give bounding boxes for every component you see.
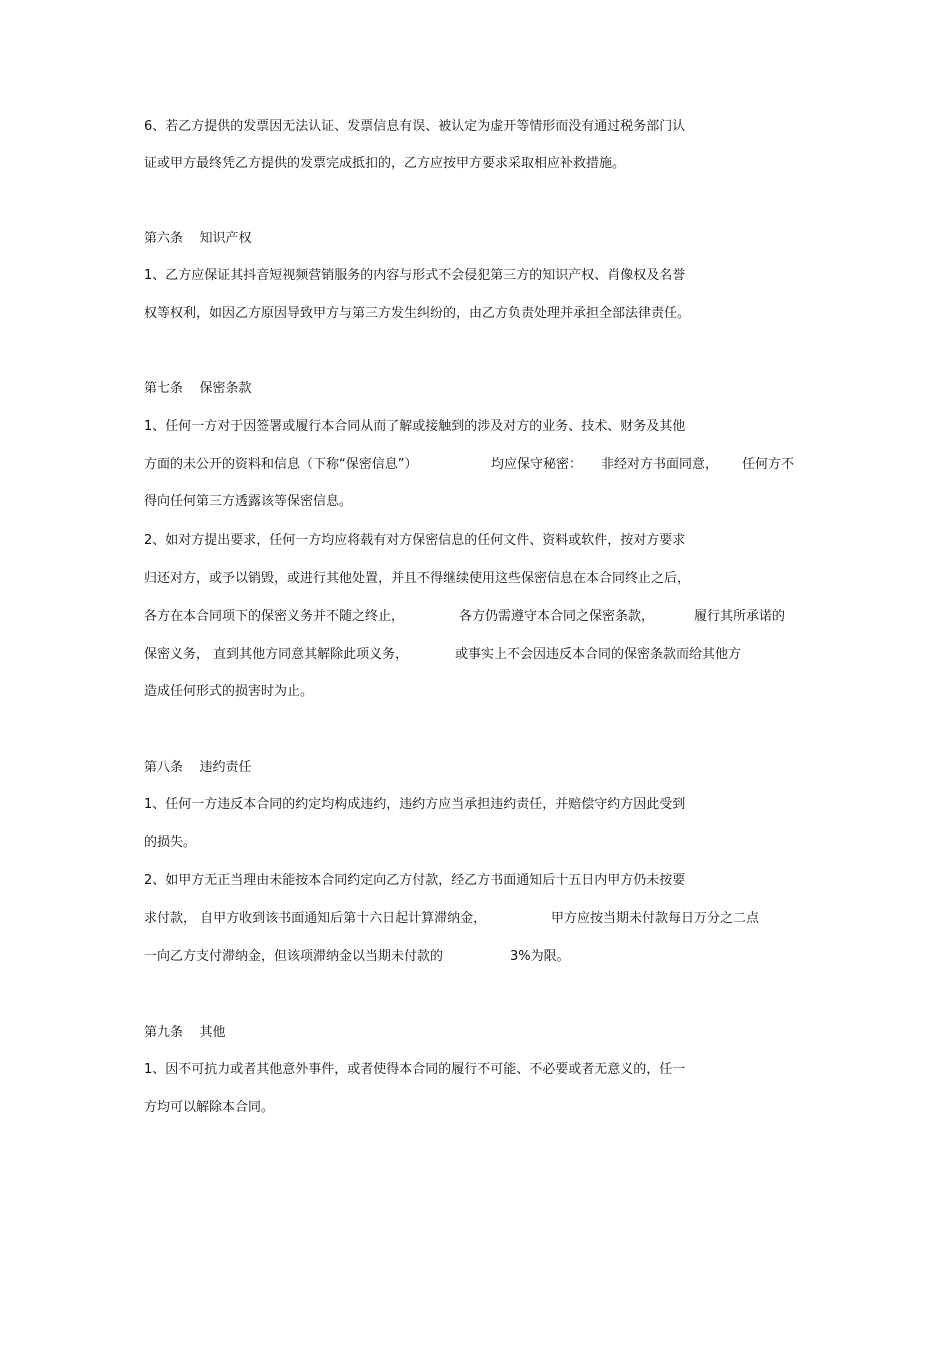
text-segment: 或事实上不会因违反本合同的保密条款而给其他方: [455, 647, 742, 662]
heading-text: 第八条 违约责任: [144, 760, 252, 775]
text-segment: 造成任何形式的损害时为止。: [144, 684, 314, 699]
text-segment: 证或甲方最终凭乙方提供的发票完成抵扣的，乙方应按甲方要求采取相应补救措施。: [144, 156, 626, 171]
paragraph-line-breach-5: [144, 949, 570, 1013]
text-segment: 方均可以解除本合同。: [144, 1100, 275, 1115]
paragraph-line-other-2: [144, 1100, 275, 1148]
heading-text: 第七条 保密条款: [144, 381, 252, 396]
text-segment: 1、乙方应保证其抖音短视频营销服务的内容与形式不会侵犯第三方的知识产权、肖像权及名誉: [144, 268, 686, 283]
paragraph-line-invoice-remedy-2: [144, 156, 626, 204]
text-segment: 均应保守秘密：: [491, 457, 583, 472]
text-segment: 一向乙方支付滞纳金，但该项滞纳金以当期未付款的: [144, 949, 444, 964]
text-segment: 1、任何一方对于因签署或履行本合同从而了解或接触到的涉及对方的业务、技术、财务及其他: [144, 419, 686, 434]
text-segment: 2、如对方提出要求，任何一方均应将载有对方保密信息的任何文件、资料或软件，按对方要求: [144, 533, 686, 548]
text-segment: 权等权利，如因乙方原因导致甲方与第三方发生纠纷的，由乙方负责处理并承担全部法律责任。: [144, 306, 691, 321]
text-segment: 任何方不: [742, 457, 795, 472]
text-segment: 保密义务， 直到其他方同意其解除此项义务，: [144, 647, 409, 662]
paragraph-line-ip-2: [144, 306, 691, 354]
text-segment: 履行其所承诺的: [694, 609, 786, 624]
text-segment: 1、因不可抗力或者其他意外事件，或者使得本合同的履行不可能、不必要或者无意义的，任一: [144, 1062, 686, 1077]
text-segment: 各方在本合同项下的保密义务并不随之终止，: [144, 609, 405, 624]
text-segment: 得向任何第三方透露该等保密信息。: [144, 494, 353, 509]
text-segment: 1、任何一方违反本合同的约定均构成违约，违约方应当承担违约责任，并赔偿守约方因此受到: [144, 797, 686, 812]
text-segment: 甲方应按当期未付款每日万分之二点: [551, 911, 760, 926]
text-segment: 的损失。: [144, 835, 197, 850]
heading-text: 第六条 知识产权: [144, 231, 252, 246]
text-segment: 非经对方书面同意，: [601, 457, 719, 472]
text-segment: 各方仍需遵守本合同之保密条款，: [459, 609, 655, 624]
text-segment: 3%为限。: [510, 949, 570, 964]
text-segment: 方面的未公开的资料和信息（下称“保密信息”）: [144, 457, 418, 472]
text-segment: 归还对方，或予以销毁，或进行其他处置，并且不得继续使用这些保密信息在本合同终止之后，: [144, 571, 691, 586]
text-segment: 6、若乙方提供的发票因无法认证、发票信息有误、被认定为虚开等情形而没有通过税务部门认: [144, 119, 686, 134]
text-segment: 求付款， 自甲方收到该书面通知后第十六日起计算滞纳金，: [144, 911, 487, 926]
text-segment: 2、如甲方无正当理由未能按本合同约定向乙方付款，经乙方书面通知后十五日内甲方仍未按要: [144, 873, 686, 888]
paragraph-line-confidential-8: [144, 684, 314, 732]
heading-text: 第九条 其他: [144, 1025, 226, 1040]
